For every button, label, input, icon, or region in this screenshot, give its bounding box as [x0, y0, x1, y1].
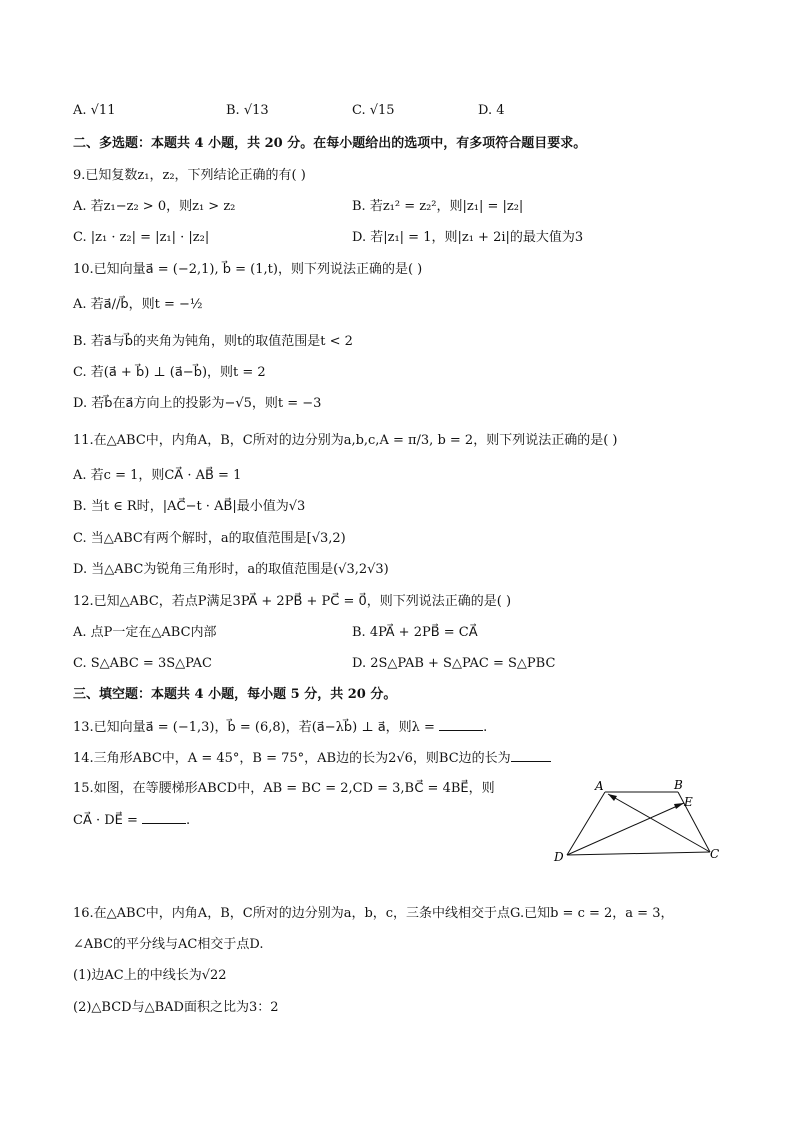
q16-part2: (2)△BCD与△BAD面积之比为3：2: [73, 1000, 279, 1015]
q13-period: .: [483, 720, 488, 735]
segment-cd: [567, 852, 710, 855]
q14-answer-blank[interactable]: [511, 749, 551, 762]
q8-option-c: C. √15: [352, 103, 395, 118]
q13: [73, 718, 487, 737]
q9-option-a: A. 若z₁−z₂ > 0，则z₁ > z₂: [73, 199, 236, 214]
q10-stem: 10.已知向量a⃗ = (−2,1), b⃗ = (1,t)，则下列说法正确的是( ): [73, 262, 423, 277]
q15-expression: CA⃗ · DE⃗ =: [73, 813, 143, 828]
q15-trapezoid-figure: [550, 775, 730, 870]
q12-option-c: C. S△ABC = 3S△PAC: [73, 656, 213, 671]
q13-answer-blank[interactable]: [439, 718, 483, 731]
q14-text: 14.三角形ABC中，A = 45°，B = 75°，AB边的长为2√6，则BC边的长为: [73, 751, 511, 766]
arrowhead-ca: [608, 794, 617, 801]
q13-text: 13.已知向量a⃗ = (−1,3)，b⃗ = (6,8)，若(a⃗−λb⃗) ⊥ a⃗，则λ =: [73, 720, 440, 735]
q9-option-d: D. 若|z₁| = 1，则|z₁ + 2i|的最大值为3: [352, 230, 584, 245]
label-c: C: [710, 847, 720, 861]
arrowhead-de: [674, 803, 684, 809]
q10-option-c: C. 若(a⃗ + b⃗) ⊥ (a⃗−b⃗)，则t = 2: [73, 365, 266, 380]
q12-option-d: D. 2S△PAB + S△PAC = S△PBC: [352, 656, 556, 671]
q12-option-a: A. 点P一定在△ABC内部: [73, 625, 217, 640]
label-b: B: [674, 778, 683, 792]
segment-da: [567, 792, 605, 855]
label-d: D: [554, 850, 564, 864]
q8-option-d: D. 4: [478, 103, 505, 118]
q11-option-c: C. 当△ABC有两个解时，a的取值范围是[√3,2): [73, 531, 346, 546]
q12-option-b: B. 4PA⃗ + 2PB⃗ = CA⃗: [352, 625, 478, 640]
label-e: E: [684, 795, 693, 809]
label-a: A: [595, 779, 604, 793]
q15-line2: [73, 811, 190, 830]
q11-option-a: A. 若c = 1，则CA⃗ · AB⃗ = 1: [73, 468, 242, 483]
q9-stem: 9.已知复数z₁，z₂，下列结论正确的有( ): [73, 168, 306, 183]
q15-line1: 15.如图，在等腰梯形ABCD中，AB = BC = 2,CD = 3,BC⃗ = 4BE⃗，则: [73, 781, 495, 796]
q16-part1: (1)边AC上的中线长为√22: [73, 968, 227, 983]
q8-option-a: A. √11: [73, 103, 116, 118]
q9-option-c: C. |z₁ · z₂| = |z₁| · |z₂|: [73, 230, 210, 245]
section-fill-blank-header: 三、填空题：本题共 4 小题，每小题 5 分，共 20 分。: [73, 687, 397, 702]
q12-stem: 12.已知△ABC，若点P满足3PA⃗ + 2PB⃗ + PC⃗ = 0⃗，则下列说法正确的是( ): [73, 594, 512, 609]
q15-period: .: [186, 813, 191, 828]
q15-answer-blank[interactable]: [142, 811, 186, 824]
q16-line2: ∠ABC的平分线与AC相交于点D.: [73, 937, 264, 952]
q10-option-a: A. 若a⃗//b⃗，则t = −½: [73, 297, 203, 312]
q14: [73, 749, 551, 768]
q11-option-d: D. 当△ABC为锐角三角形时，a的取值范围是(√3,2√3): [73, 562, 389, 577]
q10-option-b: B. 若a⃗与b⃗的夹角为钝角，则t的取值范围是t < 2: [73, 334, 353, 349]
q8-option-b: B. √13: [226, 103, 269, 118]
section-multi-choice-header: 二、多选题：本题共 4 小题，共 20 分。在每小题给出的选项中，有多项符合题目要求。: [73, 136, 587, 151]
vector-de: [567, 803, 684, 855]
q10-option-d: D. 若b⃗在a⃗方向上的投影为−√5，则t = −3: [73, 396, 322, 411]
q11-option-b: B. 当t ∈ R时，|AC⃗−t · AB⃗|最小值为√3: [73, 499, 306, 514]
q11-stem: 11.在△ABC中，内角A，B，C所对的边分别为a,b,c,A = π/3, b = 2，则下列说法正确的是( ): [73, 433, 618, 448]
q16-line1: 16.在△ABC中，内角A，B，C所对的边分别为a，b，c，三条中线相交于点G.已知b = c = 2，a = 3，: [73, 906, 674, 921]
q9-option-b: B. 若z₁² = z₂²，则|z₁| = |z₂|: [352, 199, 524, 214]
